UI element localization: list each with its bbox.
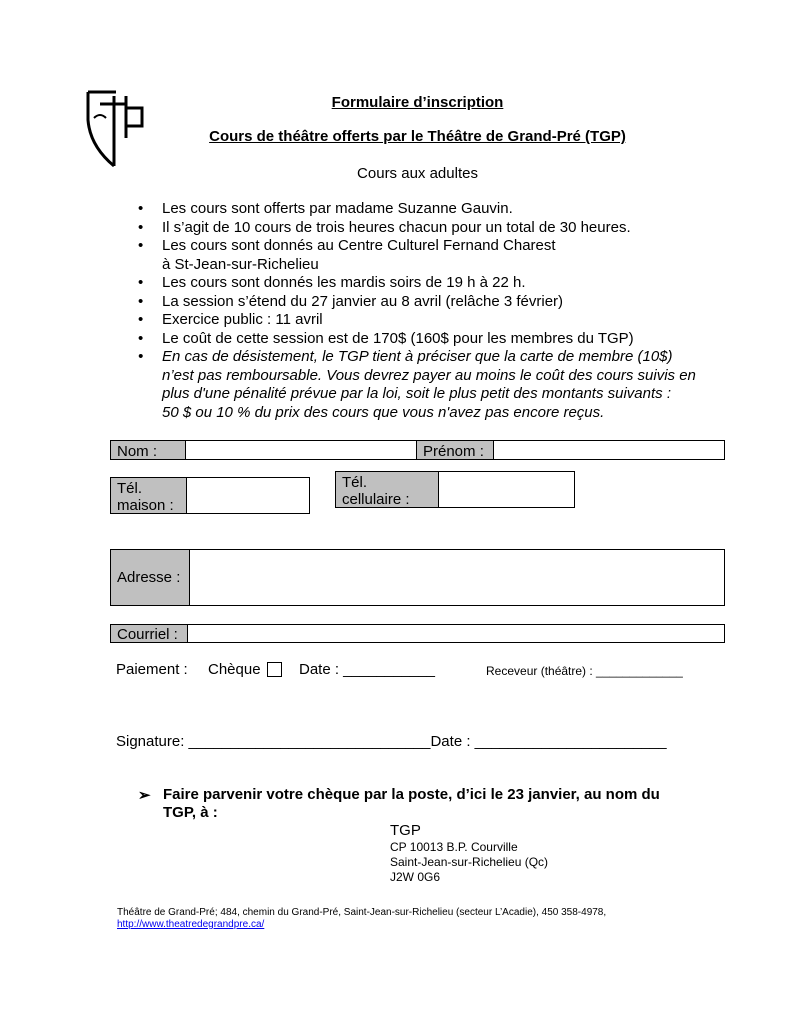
footer-text: Théâtre de Grand-Pré; 484, chemin du Grand-Pré, Saint-Jean-sur-Richelieu (secteur L’Acadie), 450 358-4978, [117, 907, 607, 918]
adresse-label: Adresse : [110, 549, 190, 606]
courriel-field[interactable] [187, 624, 725, 643]
prenom-field[interactable] [493, 440, 725, 460]
cheque-checkbox[interactable] [267, 662, 282, 677]
course-title: Cours de théâtre offerts par le Théâtre de Grand-Pré (TGP) [209, 128, 626, 145]
nom-label: Nom : [110, 440, 186, 460]
list-item: • En cas de désistement, le TGP tient à préciser que la carte de membre (10$) n’est pas remboursable. Vous devrez payer au moins le coût des cours suivis en plus d'une pénalité prévue par la loi, soit le plus petit des montants suivants : 50 $ ou 10 % du prix des cours que vous n'avez pas encore reçus. [136, 348, 736, 422]
footer-link[interactable]: http://www.theatredegrandpre.ca/ [117, 919, 265, 930]
list-item: • La session s’étend du 27 janvier au 8 avril (relâche 3 février) [136, 293, 736, 312]
list-item: • Le coût de cette session est de 170$ (160$ pour les membres du TGP) [136, 330, 736, 349]
info-list [136, 200, 736, 422]
paiement-label: Paiement : [116, 661, 188, 678]
arrow-icon: ➢ [138, 787, 151, 804]
receveur-label[interactable]: Receveur (théâtre) : _____________ [486, 664, 683, 678]
tel-maison-label: Tél. maison : [110, 477, 187, 514]
footer [117, 907, 606, 931]
list-item: • Les cours sont donnés les mardis soirs de 19 h à 22 h. [136, 274, 736, 293]
tel-cell-field[interactable] [438, 471, 575, 508]
address-block: CP 10013 B.P. Courville Saint-Jean-sur-Richelieu (Qc) J2W 0G6 [390, 840, 549, 884]
paiement-date[interactable]: Date : ___________ [299, 661, 435, 678]
courriel-label: Courriel : [110, 624, 188, 643]
tel-cell-label: Tél. cellulaire : [335, 471, 439, 508]
prenom-label: Prénom : [416, 440, 494, 460]
list-item: • Les cours sont offerts par madame Suzanne Gauvin. [136, 200, 736, 219]
cheque-label: Chèque [208, 661, 261, 678]
audience-label: Cours aux adultes [357, 165, 478, 182]
mail-instructions: Faire parvenir votre chèque par la poste, d’ici le 23 janvier, au nom du TGP, à : [163, 786, 660, 821]
signature-line[interactable]: Signature: _____________________________Date : _______________________ [116, 733, 667, 750]
nom-field[interactable] [185, 440, 417, 460]
list-item: • Exercice public : 11 avril [136, 311, 736, 330]
adresse-field[interactable] [189, 549, 725, 606]
address-name: TGP [390, 822, 421, 839]
list-item: • Les cours sont donnés au Centre Culturel Fernand Charest à St-Jean-sur-Richelieu [136, 237, 736, 274]
list-item: • Il s’agit de 10 cours de trois heures chacun pour un total de 30 heures. [136, 219, 736, 238]
tel-maison-field[interactable] [186, 477, 310, 514]
form-title: Formulaire d’inscription [331, 94, 504, 111]
